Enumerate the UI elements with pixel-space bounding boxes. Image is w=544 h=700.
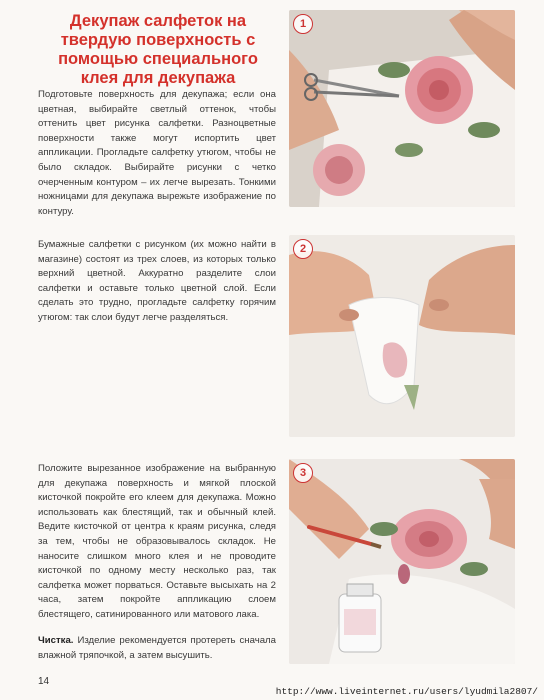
step-badge-1: 1 [293,14,313,34]
page-number: 14 [38,676,50,687]
page-title: Декупаж салфеток на твердую поверхность с помощью специального клея для декупажа [58,12,258,87]
photo-step-3 [289,459,515,664]
applying-glue-illustration [289,459,515,664]
paragraph-prepare: Подготовьте поверхность для декупажа; если она цветная, выбирайте светлый оттенок, чтобы оттенить цвет рисунка салфетки. Разноцветные поверхности также могут испортить цвет аппликации. Прогладьте салфетку утюгом, чтобы не было складок. Выбирайте рисунки с четко очерченным контуром – их легче вырезать. Тонкими ножницами для декупажа вырежьте изображение по контуру. [38,89,276,217]
paragraph-cleaning [38,634,276,663]
cleaning-label: Чистка. [38,635,74,646]
photo-step-2 [289,235,515,437]
cleaning-text: Изделие рекомендуется протереть сначала влажной тряпочкой, а затем высушить. [38,635,276,661]
scissors-cutting-illustration [289,10,515,207]
paragraph-glue: Положите вырезанное изображение на выбранную для декупажа поверхность и мягкой плоской кисточкой покройте его клеем для декупажа. Можно использовать как блестящий, так и обычный клей. Ведите кисточкой от центра к краям рисунка, следя за тем, чтобы не образовывалось складок. Не наносите слишком много клея и не проводите кисточкой по одному месту несколько раз, так салфетка может порваться. Оставьте высыхать на 2 часа, затем покройте аппликацию слоем блестящего, сатинированного или матового лака. [38,463,276,620]
photo-step-1 [289,10,515,207]
paragraph-separate-layers: Бумажные салфетки с рисунком (их можно найти в магазине) состоят из трех слоев, из которых только верхний цветной. Аккуратно разделите слои салфетки и оставьте только цветной слой. Если сделать это трудно, прогладьте салфетку горячим утюгом: так слои будут легче разделяться. [38,239,276,323]
separating-layers-illustration [289,235,515,437]
source-url-watermark[interactable]: http://www.liveinternet.ru/users/lyudmila2807/ [275,686,538,697]
step-badge-2: 2 [293,239,313,259]
step-badge-3: 3 [293,463,313,483]
